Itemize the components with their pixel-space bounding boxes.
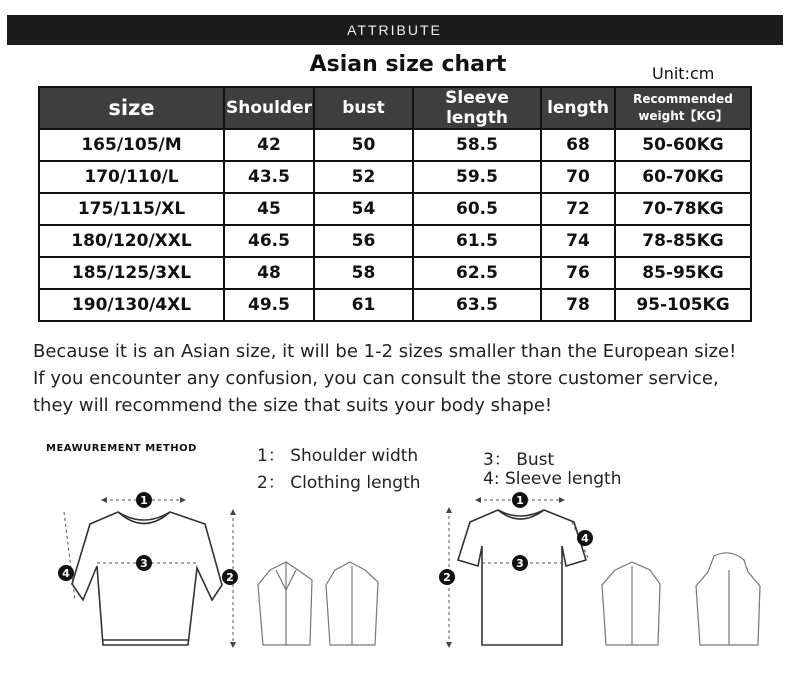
legend-bust: 3： Bust (483, 450, 555, 470)
legend-shoulder-width: 1： Shoulder width (257, 446, 419, 466)
cell-sleeve-length: 63.5 (413, 289, 541, 321)
cell-bust: 54 (314, 193, 413, 225)
marker-4-tshirt (577, 530, 593, 546)
svg-text:4: 4 (581, 532, 589, 545)
hoodie-illustration (696, 553, 760, 645)
marker-1-tshirt (512, 492, 528, 508)
cell-size: 190/130/4XL (39, 289, 224, 321)
cell-size: 175/115/XL (39, 193, 224, 225)
legend-clothing-length: 2： Clothing length (257, 473, 421, 493)
marker-2-sweater (222, 569, 238, 585)
tshirt-illustration (458, 510, 586, 645)
column-header-size: size (39, 87, 224, 129)
svg-text:2: 2 (443, 571, 451, 584)
column-header-bust: bust (314, 87, 413, 129)
cell-bust: 61 (314, 289, 413, 321)
legend-sleeve-length: 4: Sleeve length (483, 469, 622, 489)
svg-text:1: 1 (140, 494, 148, 507)
cell-bust: 56 (314, 225, 413, 257)
cell-shoulder: 46.5 (224, 225, 314, 257)
cell-length: 70 (541, 161, 615, 193)
marker-3-tshirt (512, 555, 528, 571)
svg-text:3: 3 (140, 557, 148, 570)
cell-size: 165/105/M (39, 129, 224, 161)
shirt-illustration (602, 562, 660, 645)
cell-weight: 85-95KG (615, 257, 751, 289)
column-header-shoulder: Shoulder (224, 87, 314, 129)
svg-text:4: 4 (62, 567, 70, 580)
banner-text: ATTRIBUTE (347, 22, 442, 38)
cell-length: 76 (541, 257, 615, 289)
cell-size: 170/110/L (39, 161, 224, 193)
cell-size: 180/120/XXL (39, 225, 224, 257)
sweater-illustration (72, 512, 222, 645)
column-header-length: length (541, 87, 615, 129)
cell-sleeve-length: 59.5 (413, 161, 541, 193)
cell-length: 78 (541, 289, 615, 321)
cell-shoulder: 48 (224, 257, 314, 289)
note-line-1: Because it is an Asian size, it will be 1-2 sizes smaller than the European size! (33, 341, 737, 362)
cell-length: 72 (541, 193, 615, 225)
cell-weight: 95-105KG (615, 289, 751, 321)
marker-2-tshirt (439, 569, 455, 585)
cell-weight: 60-70KG (615, 161, 751, 193)
cell-sleeve-length: 58.5 (413, 129, 541, 161)
svg-text:3: 3 (516, 557, 524, 570)
column-header-weight: Recommended weight【KG】 (615, 87, 751, 129)
cell-weight: 78-85KG (615, 225, 751, 257)
chart-title: Asian size chart (309, 52, 507, 77)
cell-size: 185/125/3XL (39, 257, 224, 289)
svg-text:1: 1 (516, 494, 524, 507)
note-line-2: If you encounter any confusion, you can consult the store customer service, (33, 368, 719, 389)
cell-bust: 52 (314, 161, 413, 193)
cell-bust: 50 (314, 129, 413, 161)
cell-shoulder: 49.5 (224, 289, 314, 321)
sweater-measure-lines (64, 500, 233, 645)
cell-shoulder: 45 (224, 193, 314, 225)
cell-bust: 58 (314, 257, 413, 289)
cell-length: 68 (541, 129, 615, 161)
cell-length: 74 (541, 225, 615, 257)
measurement-method-title: MEAWUREMENT METHOD (46, 443, 197, 454)
cell-weight: 50-60KG (615, 129, 751, 161)
cell-weight: 70-78KG (615, 193, 751, 225)
zip-jacket-illustration (326, 562, 378, 645)
cell-shoulder: 43.5 (224, 161, 314, 193)
marker-4-sweater (58, 565, 74, 581)
cell-sleeve-length: 60.5 (413, 193, 541, 225)
svg-text:2: 2 (226, 571, 234, 584)
cell-sleeve-length: 61.5 (413, 225, 541, 257)
note-line-3: they will recommend the size that suits your body shape! (33, 395, 553, 416)
cell-shoulder: 42 (224, 129, 314, 161)
marker-1-sweater (136, 492, 152, 508)
unit-label: Unit:cm (652, 64, 715, 83)
marker-3-sweater (136, 555, 152, 571)
jacket-illustration (258, 562, 312, 645)
cell-sleeve-length: 62.5 (413, 257, 541, 289)
column-header-sleeve-length: Sleeve length (413, 87, 541, 129)
